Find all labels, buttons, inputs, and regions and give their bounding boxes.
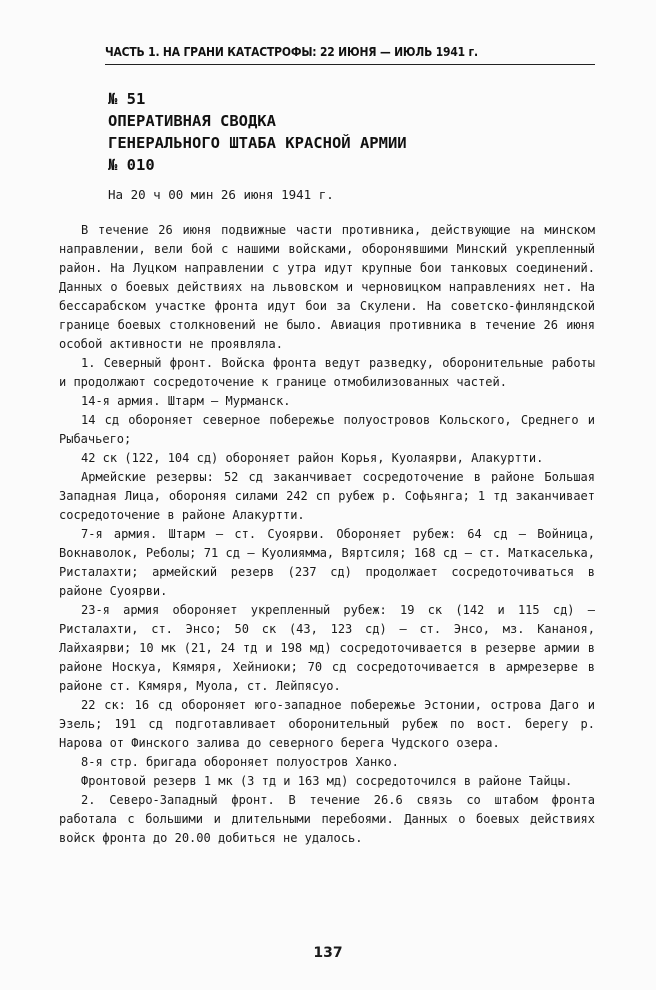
paragraph: 1. Северный фронт. Войска фронта ведут разведку, оборонительные работы и продолжают сосредоточение к границе отмобилизованных частей. [59,356,595,389]
paragraph: В течение 26 июня подвижные части противника, действующие на минском направлении, вели бой с нашими войсками, оборонявшими Минский укрепленный район. На Луцком направлении с утра идут крупные бои танковых соединений. Данных о боевых действиях на львовском и черновицком направлениях нет. На бессарабском участке фронта идут бои за Скулени. На советско-финляндской границе боевых столкновений не было. Авиация противника в течение 26 июня особой активности не проявляла. [59,223,595,351]
body-text [59,221,595,848]
paragraph: 7-я армия. Штарм – ст. Суоярви. Обороняет рубеж: 64 сд – Войница, Вокнаволок, Реболы; 71 сд – Куолиямма, Вяртсиля; 168 сд – ст. Маткаселька, Ристалахти; армейский резерв (237 сд) продолжает сосредоточиваться в районе Суоярви. [59,527,595,598]
paragraph: 23-я армия обороняет укрепленный рубеж: 19 ск (142 и 115 сд) – Ристалахти, ст. Энсо; 50 ск (43, 123 сд) – ст. Энсо, мз. Кананоя, Лайхаярви; 10 мк (21, 24 тд и 198 мд) сосредоточивается в резерве армии в районе Носкуа, Кямяря, Хейниоки; 70 сд сосредоточивается в армрезерве в районе ст. Кямяря, Муола, ст. Лейпясуо. [59,603,595,693]
document-title-line-2: ГЕНЕРАЛЬНОГО ШТАБА КРАСНОЙ АРМИИ [108,134,407,152]
dateline: На 20 ч 00 мин 26 июня 1941 г. [108,187,334,202]
document-report-number: № 010 [108,156,155,174]
paragraph: 14-я армия. Штарм – Мурманск. [81,394,291,408]
running-head: ЧАСТЬ 1. НА ГРАНИ КАТАСТРОФЫ: 22 ИЮНЯ — ИЮЛЬ 1941 г. [105,44,478,59]
paragraph: Армейские резервы: 52 сд заканчивает сосредоточение в районе Большая Западная Лица, обороняя силами 242 сп рубеж р. Софьянга; 1 тд заканчивает сосредоточение в районе Алакуртти. [59,470,595,522]
paragraph: 8-я стр. бригада обороняет полуостров Ханко. [81,755,399,769]
header-rule [105,64,595,65]
paragraph: Фронтовой резерв 1 мк (3 тд и 163 мд) сосредоточился в районе Тайцы. [81,774,573,788]
paragraph: 42 ск (122, 104 сд) обороняет район Корья, Куолаярви, Алакуртти. [81,451,544,465]
document-number: № 51 [108,90,146,108]
paragraph: 22 ск: 16 сд обороняет юго-западное побережье Эстонии, острова Даго и Эзель; 191 сд подготавливает оборонительный рубеж по вост. берегу р. Нарова от Финского залива до северного берега Чудского озера. [59,698,595,750]
document-heading [108,88,508,176]
paragraph: 2. Северо-Западный фронт. В течение 26.6 связь со штабом фронта работала с большими и длительными перебоями. Данных о боевых действиях войск фронта до 20.00 добиться не удалось. [59,793,595,845]
page-number: 137 [313,945,343,961]
paragraph: 14 сд обороняет северное побережье полуостровов Кольского, Среднего и Рыбачьего; [59,413,595,446]
document-title-line-1: ОПЕРАТИВНАЯ СВОДКА [108,112,276,130]
